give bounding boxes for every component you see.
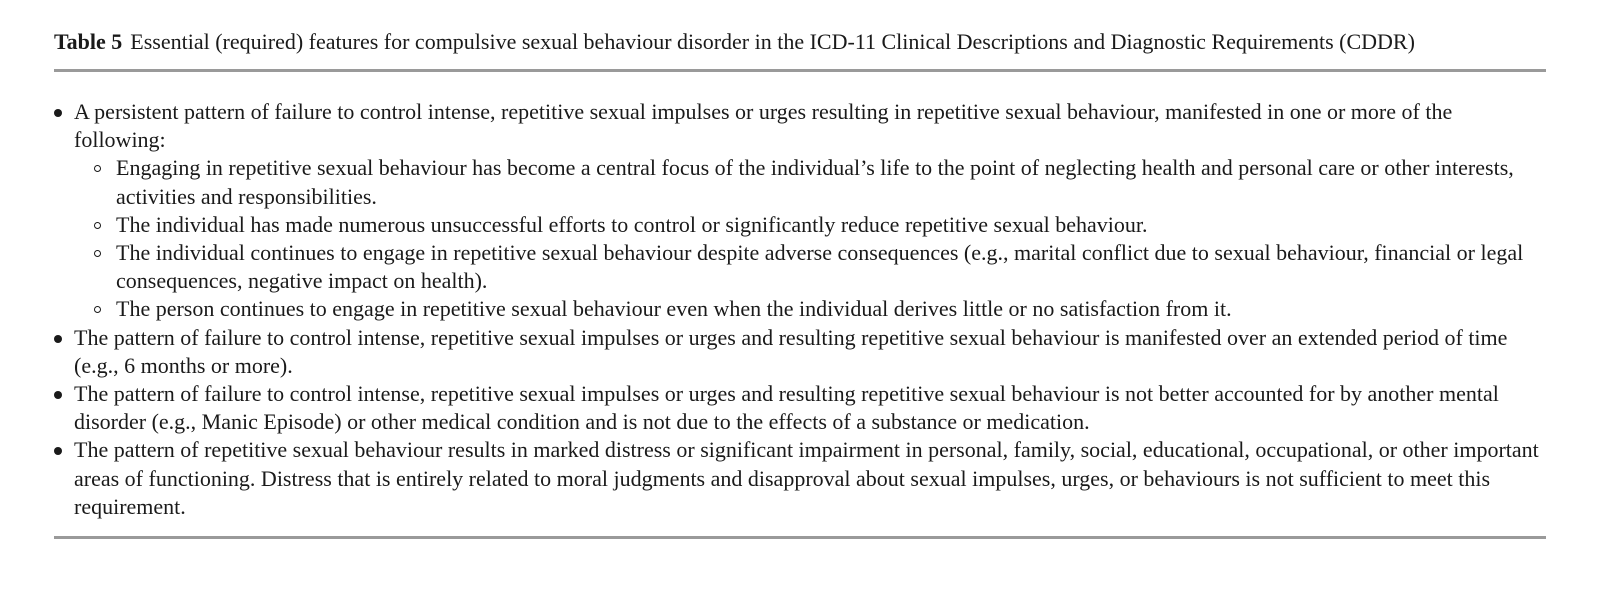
sub-criterion-item — [74, 239, 1546, 295]
sub-criteria-list — [74, 154, 1546, 323]
sub-criterion-item — [74, 211, 1546, 239]
sub-criterion-item — [74, 295, 1546, 323]
table-label: Table 5 — [54, 29, 123, 54]
hollow-bullet-icon — [94, 306, 101, 313]
top-rule — [54, 69, 1546, 72]
criterion-text: The pattern of repetitive sexual behaviour results in marked distress or significant impairment in personal, family, social, educational, occupational, or other important areas of functioning. Distress that is entirely related to moral judgments and disapproval about sexual impulses, urges, or behaviours is not sufficient to meet this requirement. — [74, 437, 1539, 519]
bullet-icon — [54, 335, 62, 343]
criteria-list — [54, 98, 1546, 521]
criterion-text: The pattern of failure to control intense, repetitive sexual impulses or urges and resulting repetitive sexual behaviour is not better accounted for by another mental disorder (e.g., Manic Episode) or other medical condition and is not due to the effects of a substance or medication. — [74, 381, 1499, 435]
table-caption — [54, 28, 1546, 56]
bullet-icon — [54, 109, 62, 117]
bottom-rule — [54, 536, 1546, 539]
bullet-icon — [54, 447, 62, 455]
criterion-text: The pattern of failure to control intense, repetitive sexual impulses or urges and resulting repetitive sexual behaviour is manifested over an extended period of time (e.g., 6 months or more). — [74, 324, 1508, 378]
sub-criterion-text: Engaging in repetitive sexual behaviour has become a central focus of the individual’s life to the point of neglecting health and personal care or other interests, activities and responsibilities. — [116, 155, 1514, 209]
table-container — [54, 28, 1546, 539]
hollow-bullet-icon — [94, 165, 101, 172]
criterion-item — [54, 380, 1546, 436]
sub-criterion-item — [74, 154, 1546, 210]
table-caption-text: Essential (required) features for compulsive sexual behaviour disorder in the ICD-11 Clinical Descriptions and Diagnostic Requirements (CDDR) — [130, 29, 1415, 54]
criterion-item — [54, 324, 1546, 380]
criterion-text: A persistent pattern of failure to control intense, repetitive sexual impulses or urges resulting in repetitive sexual behaviour, manifested in one or more of the following: — [74, 99, 1453, 153]
sub-criterion-text: The individual continues to engage in repetitive sexual behaviour despite adverse consequences (e.g., marital conflict due to sexual behaviour, financial or legal consequences, negative impact on health). — [116, 240, 1524, 294]
hollow-bullet-icon — [94, 222, 101, 229]
bullet-icon — [54, 391, 62, 399]
criterion-item — [54, 98, 1546, 324]
sub-criterion-text: The individual has made numerous unsuccessful efforts to control or significantly reduce repetitive sexual behaviour. — [116, 211, 1148, 237]
sub-criterion-text: The person continues to engage in repetitive sexual behaviour even when the individual derives little or no satisfaction from it. — [116, 296, 1232, 322]
criterion-item — [54, 436, 1546, 521]
hollow-bullet-icon — [94, 250, 101, 257]
